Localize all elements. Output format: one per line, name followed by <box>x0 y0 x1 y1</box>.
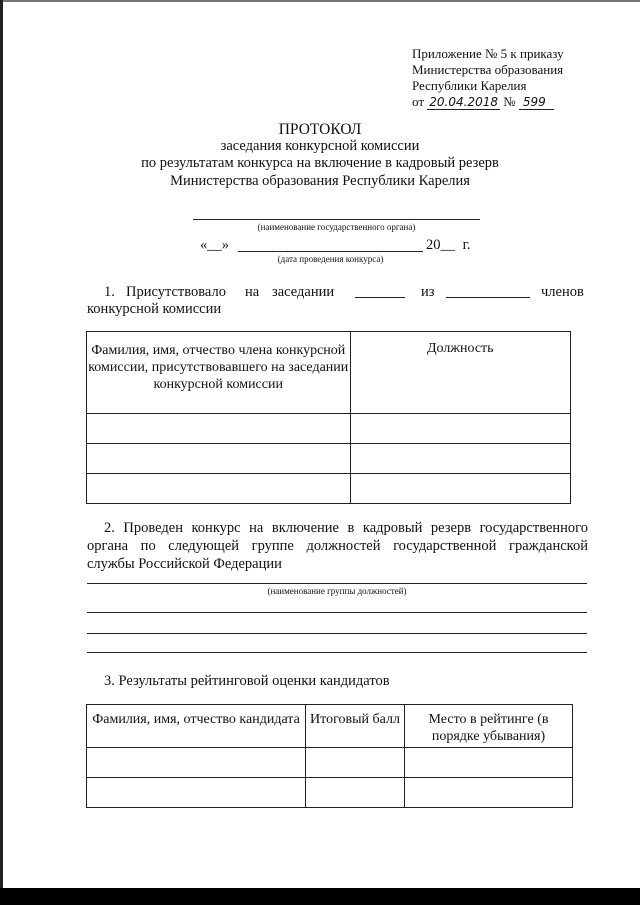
agency-caption: (наименование государственного органа) <box>257 222 416 232</box>
appendix-date: 20.04.2018 <box>429 95 498 109</box>
member-name-cell[interactable] <box>87 474 351 504</box>
candidate-place-cell[interactable] <box>405 778 573 808</box>
group-caption: (наименование группы должностей) <box>267 586 407 596</box>
table-row <box>87 474 571 504</box>
quote-close: » <box>221 237 229 253</box>
s1-word-on: на <box>245 284 260 300</box>
s3-heading: 3. Результаты рейтинговой оценки кандидатов <box>104 673 390 689</box>
date-caption: (дата проведения конкурса) <box>277 254 384 264</box>
candidate-score-cell[interactable] <box>306 778 405 808</box>
candidate-place-cell[interactable] <box>405 748 573 778</box>
group-extra-line-1 <box>87 612 587 613</box>
scan-top-edge <box>0 0 640 2</box>
s2-line-1: 2. Проведен конкурс на включение в кадровый резерв государственного <box>104 520 588 536</box>
title-line-3: Министерства образования Республики Карелия <box>170 173 470 189</box>
year-suffix: г. <box>462 237 471 253</box>
year-prefix: 20 <box>426 237 441 253</box>
appendix-line-4 <box>412 94 564 110</box>
s1-word-of: из <box>421 284 435 300</box>
member-position-cell[interactable] <box>350 444 571 474</box>
group-name-line <box>87 583 587 584</box>
s2-line-3: службы Российской Федерации <box>87 556 282 572</box>
scan-bottom-strip <box>0 888 640 905</box>
table-row <box>87 444 571 474</box>
appendix-line-1: Приложение № 5 к приказу <box>412 46 564 61</box>
table-row <box>87 748 573 778</box>
commission-members-table <box>86 331 571 504</box>
s1-total-count-line <box>446 297 530 298</box>
document-title: ПРОТОКОЛ <box>278 121 362 138</box>
group-extra-line-2 <box>87 633 587 634</box>
member-position-cell[interactable] <box>350 414 571 444</box>
member-name-cell[interactable] <box>87 444 351 474</box>
agency-name-line <box>193 219 480 220</box>
s1-word-meeting: заседании <box>272 284 335 300</box>
appendix-block <box>412 46 564 110</box>
appendix-line-3: Республики Карелия <box>412 78 527 93</box>
header-rating-place: Место в рейтинге (в порядке убывания) <box>405 705 573 748</box>
member-name-cell[interactable] <box>87 414 351 444</box>
date-quote-open <box>200 237 229 254</box>
year-field <box>426 237 471 254</box>
s1-line-2: конкурсной комиссии <box>87 301 222 317</box>
table-row <box>87 778 573 808</box>
header-position: Должность <box>350 332 571 414</box>
day-blank: __ <box>207 237 222 253</box>
header-candidate-name: Фамилия, имя, отчество кандидата <box>87 705 306 748</box>
candidate-name-cell[interactable] <box>87 748 306 778</box>
group-extra-line-3 <box>87 652 587 653</box>
candidate-name-cell[interactable] <box>87 778 306 808</box>
s1-present-count-line <box>355 297 405 298</box>
date-month-line <box>238 251 423 252</box>
appendix-number: 599 <box>519 95 554 110</box>
quote-open: « <box>200 237 208 253</box>
year-blank: __ <box>440 237 455 253</box>
header-total-score: Итоговый балл <box>306 705 405 748</box>
s1-number: 1. <box>104 284 115 300</box>
candidate-rating-table <box>86 704 573 808</box>
candidate-score-cell[interactable] <box>306 748 405 778</box>
appendix-from: от <box>412 94 425 109</box>
s2-line-2: органа по следующей группе должностей государственной гражданской <box>87 538 588 554</box>
table-header-row <box>87 705 573 748</box>
member-position-cell[interactable] <box>350 474 571 504</box>
s1-word-present: Присутствовало <box>126 284 226 300</box>
table-row <box>87 414 571 444</box>
title-line-2: по результатам конкурса на включение в кадровый резерв <box>141 155 499 171</box>
header-member-name: Фамилия, имя, отчество члена конкурсной комиссии, присутствовавшего на заседании конкурсной комиссии <box>87 332 351 414</box>
s1-word-members: членов <box>541 284 584 300</box>
table-header-row <box>87 332 571 414</box>
appendix-number-sign: № <box>503 94 516 109</box>
title-line-1: заседания конкурсной комиссии <box>220 138 420 154</box>
appendix-line-2: Министерства образования <box>412 62 564 77</box>
